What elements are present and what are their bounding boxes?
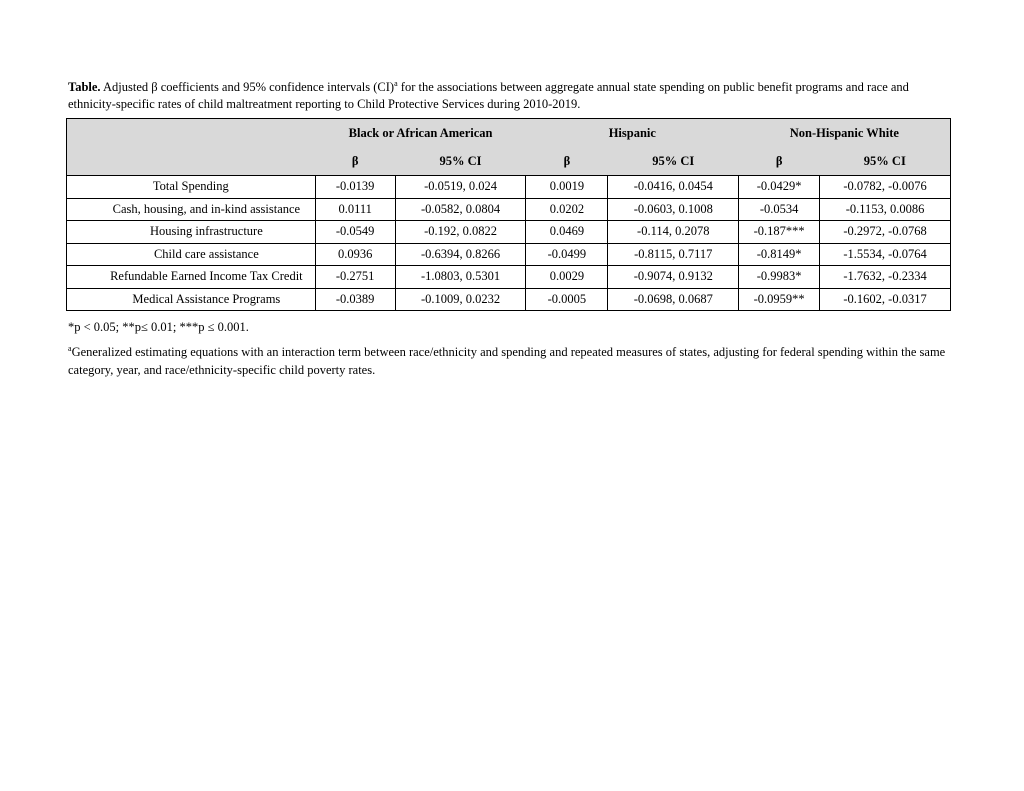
caption-superscript: a xyxy=(394,78,398,88)
beta-header: β xyxy=(739,147,820,176)
cell-value: -0.1602, -0.0317 xyxy=(820,288,951,311)
row-label: Medical Assistance Programs xyxy=(67,288,316,311)
table-row xyxy=(67,288,951,311)
row-label: Refundable Earned Income Tax Credit xyxy=(67,266,316,289)
cell-value: -0.2972, -0.0768 xyxy=(820,221,951,244)
cell-value: -0.0429* xyxy=(739,176,820,199)
cell-value: -0.9983* xyxy=(739,266,820,289)
ci-header: 95% CI xyxy=(395,147,526,176)
cell-value: -0.2751 xyxy=(315,266,395,289)
cell-value: -0.0389 xyxy=(315,288,395,311)
cell-value: -0.0416, 0.0454 xyxy=(608,176,739,199)
cell-value: 0.0202 xyxy=(526,198,608,221)
cell-value: -0.1153, 0.0086 xyxy=(820,198,951,221)
row-label: Cash, housing, and in-kind assistance xyxy=(67,198,316,221)
cell-value: -0.0005 xyxy=(526,288,608,311)
cell-value: -0.8115, 0.7117 xyxy=(608,243,739,266)
cell-value: -0.0582, 0.0804 xyxy=(395,198,526,221)
table-caption xyxy=(68,79,948,113)
ci-header: 95% CI xyxy=(608,147,739,176)
row-label: Total Spending xyxy=(67,176,316,199)
cell-value: -1.0803, 0.5301 xyxy=(395,266,526,289)
caption-label: Table. xyxy=(68,80,101,94)
row-label: Housing infrastructure xyxy=(67,221,316,244)
ci-header: 95% CI xyxy=(820,147,951,176)
cell-value: 0.0469 xyxy=(526,221,608,244)
cell-value: -0.8149* xyxy=(739,243,820,266)
cell-value: 0.0111 xyxy=(315,198,395,221)
significance-footnote: *p < 0.05; **p≤ 0.01; ***p ≤ 0.001. xyxy=(68,320,249,334)
subheader-empty xyxy=(67,147,316,176)
cell-value: 0.0029 xyxy=(526,266,608,289)
cell-value: 0.0936 xyxy=(315,243,395,266)
cell-value: -0.0603, 0.1008 xyxy=(608,198,739,221)
table-row xyxy=(67,243,951,266)
cell-value: -0.114, 0.2078 xyxy=(608,221,739,244)
beta-header: β xyxy=(526,147,608,176)
cell-value: -0.9074, 0.9132 xyxy=(608,266,739,289)
cell-value: -0.192, 0.0822 xyxy=(395,221,526,244)
table-row xyxy=(67,221,951,244)
footnote-text: Generalized estimating equations with an interaction term between race/ethnicity and spending and repeated measures of states, adjusting for federal spending within the same category, year, and race/ethnicity-specific child poverty rates. xyxy=(68,345,946,377)
table-row xyxy=(67,176,951,199)
cell-value: -0.1009, 0.0232 xyxy=(395,288,526,311)
table-row xyxy=(67,266,951,289)
group-header-black: Black or African American xyxy=(315,119,526,148)
footnote-superscript: a xyxy=(68,343,72,353)
cell-value: -0.0534 xyxy=(739,198,820,221)
cell-value: -0.0549 xyxy=(315,221,395,244)
cell-value: -0.187*** xyxy=(739,221,820,244)
table-row xyxy=(67,198,951,221)
cell-value: -1.7632, -0.2334 xyxy=(820,266,951,289)
caption-text-a: Adjusted β coefficients and 95% confidence intervals (CI) xyxy=(100,80,395,94)
cell-value: -0.0139 xyxy=(315,176,395,199)
cell-value: 0.0019 xyxy=(526,176,608,199)
row-label: Child care assistance xyxy=(67,243,316,266)
cell-value: -0.6394, 0.8266 xyxy=(395,243,526,266)
method-footnote xyxy=(68,343,948,379)
cell-value: -0.0519, 0.024 xyxy=(395,176,526,199)
beta-header: β xyxy=(315,147,395,176)
cell-value: -0.0782, -0.0076 xyxy=(820,176,951,199)
cell-value: -0.0499 xyxy=(526,243,608,266)
cell-value: -0.0698, 0.0687 xyxy=(608,288,739,311)
cell-value: -1.5534, -0.0764 xyxy=(820,243,951,266)
caption-text-b: for the associations between aggregate annual state spending on public benefit programs and race and ethnicity-specific rates of child maltreatment reporting to Child Protective Services during 2010-2019. xyxy=(68,80,909,111)
results-table xyxy=(66,118,951,311)
cell-value: -0.0959** xyxy=(739,288,820,311)
group-header-white: Non-Hispanic White xyxy=(739,119,951,148)
header-empty xyxy=(67,119,316,148)
group-header-hispanic: Hispanic xyxy=(526,119,739,148)
